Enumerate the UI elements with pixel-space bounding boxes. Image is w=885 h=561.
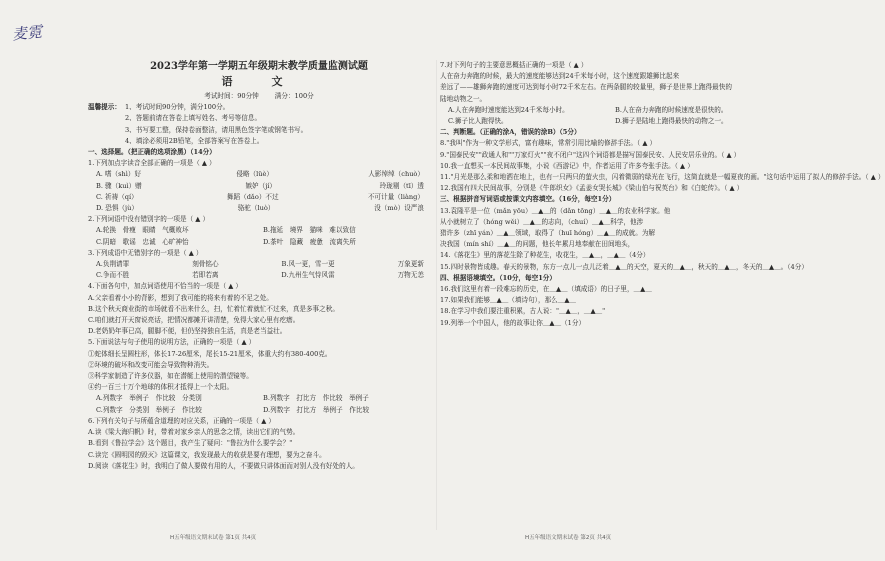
option: B.拖延 境界 猫咪 难以致信 [263,226,356,235]
context-item: 17.如果我们能够＿▲＿（填诗句），那么＿▲＿ [440,296,577,305]
page-footer: H五年级语文期末试卷 第1页 共4页 [170,535,257,541]
question: 15.四时景物皆成趣。春天的景物，东方一点儿一点儿泛着＿▲＿的天空，夏天的＿▲＿，秋天的＿▲＿，冬天的＿▲＿。（4分） [440,262,808,271]
exam-time: 考试时间：90分钟 [204,92,259,100]
option-row [440,116,782,127]
option: 骆驼（luò） [237,204,275,213]
exam-meta [88,91,430,102]
option: A.父亲看着小小的背影，想到了我可能的将来有着的不足之处。 [88,293,273,302]
left-page [88,60,430,530]
option: 若即若离 [192,271,219,280]
question: 7.对下列句子的主要意思概括正确的一项是（ ▲ ） [440,61,588,69]
option: 万象更新 [397,260,424,269]
judge-item: 8."我叫"作为一种文学形式，富有趣味，常常引用比喻的修辞手法。（ ▲ ） [440,139,657,148]
option: D.老奶奶年事已高，腿脚不便，但仍坚持独自生活，真是老当益壮。 [88,327,287,336]
judge-item: 10.我一直想买一本民间故事集，小说《西游记》中，作者运用了许多夸张手法。（ ▲ ） [440,161,694,170]
option: A.人在奔跑时速度能达到24千米每小时。 [448,105,569,114]
option: 侵略（lüè） [236,170,273,179]
option: C.阴暗 歌谣 忠诚 心旷神怡 [96,237,189,246]
fill-line: 猎许多（zhī yán）＿▲＿领域，取得了（huī hóng）＿▲＿的成就。为解 [440,229,656,238]
option: B.列数字 打比方 作比较 举例子 [263,394,369,403]
exam-subject: 语 文 [221,75,297,88]
option: D.九州生气恃风雷 [281,271,335,280]
section-heading: 二、判断题。（正确的涂A，错误的涂B）（5分） [440,128,581,137]
note-item: 4、填涂必须用2B铅笔，全部答案写在答卷上。 [124,136,264,145]
note-item: 2、答题前请在答卷上填写姓名、考号等信息。 [124,114,262,123]
section-heading: 三、根据拼音写词语或按课文内容填空。（16分，每空1分） [440,195,616,204]
exam-score: 满分：100分 [274,92,314,100]
option: 万物无恙 [397,271,424,280]
option: D.狮子是陆地上跑得最快的动物之一。 [615,117,728,126]
judge-item: 9."国泰民安""政通人和""万家灯火""夜不闭户"这四个词语都是描写国泰民安、人民安居乐业的。（ ▲ ） [440,150,741,159]
handwritten-name: 麦霓 [11,22,43,44]
option: D.茶叶 隐藏 疲惫 流离失所 [263,237,356,246]
option: C.狮子比人跑得快。 [448,117,508,126]
context-item: 18.在学习中我们要注重积累，古人说："＿▲＿，＿▲＿" [440,307,606,316]
fill-line: 从小就树立了（hóng wěi）＿▲＿的志向，（chuí）＿▲＿科学，他涉 [440,217,644,226]
option: A. 嗜（shì）好 [96,170,142,179]
option: B.这个秋天商业街的市场就看不出来什么，扫，忙着忙着就忙不过来，真是多事之秋。 [88,304,339,313]
option: B.看到《鲁拉学会》这个题目，我产生了疑问："鲁拉为什么要学会？" [88,439,293,448]
note-item: 3、书写要工整，保持卷面整洁，请用黑色签字笔或钢笔书写。 [124,125,308,134]
option-row [88,237,430,248]
option: B. 骤（kuì）赠 [96,181,142,190]
section-heading: 四、根据语境填空。（10分，每空1分） [440,273,556,282]
option: B.人在奋力奔跑的时候速度是很快的。 [615,105,728,114]
option: 不可计量（liàng） [367,192,424,201]
option: D.列数字 打比方 举例子 作比较 [263,405,370,414]
option: D.阅读《落花生》时，我明白了做人要做有用的人，不要做只讲体面而对别人没有好处的人。 [88,461,359,470]
question: 6.下列有关句子与所蕴含道理的对应关系，正确的一项是（ ▲ ） [88,416,275,425]
option: A.读《梁大海归帆》时，带着对家乡亲人的思念之情，读出它们的气势。 [88,428,300,437]
page-footer: H五年级语文期末试卷 第2页 共4页 [525,535,612,541]
fill-line: 决我国（mín shí）＿▲＿的问题，他长年累月地奉献在田间地头， [440,240,635,249]
option-row [88,169,430,180]
judge-item: 11."月光是那么柔和地洒在地上，也有一只两只的萤火虫，闪着微弱的绿光在飞行，这简直就是一幅夏夜的画。"这句话中运用了拟人的修辞手法。（ ▲ ） [440,173,885,182]
option: C. 祈祷（qí） [96,192,138,201]
exam-title: 2023学年第一学期五年级期末教学质量监测试题 [150,61,368,72]
passage-line: 人在奋力奔跑的时候，最大的速度能够达到24千米每小时，这个速度跟雄狮比起来 [440,72,680,81]
option: 刻骨铭心 [192,260,219,269]
right-page [440,60,885,530]
option-row [440,105,782,116]
option-row [88,259,430,270]
option: A.负荆请罪 [96,260,130,269]
passage-line: 差远了——雄狮奔跑的速度可达到每小时72千米左右。在两条腿的较量里，狮子是世界上跑得最快的 [440,83,732,92]
option-row [88,270,430,281]
option-row [88,203,430,214]
option: A.轮换 骨瘦 眼睛 气概败坏 [96,226,189,235]
judge-item: 12.我国有四大民间故事，分别是《牛郎织女》《孟姜女哭长城》《梁山伯与祝英台》和《白蛇传》。（ ▲ ） [440,184,744,193]
option-row [88,225,430,236]
context-item: 19.列举一个中国人，他的故事让你＿▲＿（1分） [440,318,586,327]
notes-label: 温馨提示： [88,103,121,112]
page-divider [436,60,437,530]
option: C.列数字 分类别 举例子 作比较 [96,405,202,414]
option: B.风一更，雪一更 [281,260,335,269]
question: 1.下列加点字读音全部正确的一项是（ ▲ ） [88,159,216,168]
option: C.争而不胜 [96,271,130,280]
question: 3.下列成语中无错别字的一项是（ ▲ ） [88,248,203,257]
fill-line: 13.袁隆平是一位（mǎn yōu）＿▲＿的（dǎn tōng）＿▲＿的农业科学家。他 [440,206,671,215]
question: 5.下面说法与句子使用的说明方法，正确的一项是（ ▲ ） [88,338,256,347]
note-item: 1、考试时间90分钟，满分100分。 [124,103,230,112]
section-heading: 一、选择题。（把正确的选项涂黑）（14分） [88,148,216,157]
passage-line: 陆地动物之一。 [440,94,487,103]
q5-item: ③科学家制造了许多仪器，如在潜艇上使用的潜望镜等。 [88,372,253,381]
option: D. 恐惧（jù） [96,204,138,213]
exam-notes [88,102,430,147]
option: C.读完《圆明园的毁灭》这篇课文，我发现最大的收获是要有理想，要为之奋斗。 [88,450,326,459]
q5-item: ②环境的破坏和改变可能会导致物种消失。 [88,360,214,369]
option-row [88,405,430,416]
q5-item: ①蛇体细长呈圆柱形，体长17-26厘米，尾长15-21厘米，体重大约有380-400克。 [88,349,332,358]
option-row [88,393,430,404]
option: 嫉妒（jí） [245,181,276,190]
option-row [88,192,430,203]
option: 玲珑剔（tī）透 [379,181,424,190]
context-item: 16.我们这里有着一段难忘的历史，在＿▲＿（填成语）的日子里，＿▲＿ [440,285,652,294]
option: C.咱们就打开天窗说亮话，把情况都摊开讲清楚，免得大家心里有疙瘩。 [88,316,300,325]
option: A.列数字 举例子 作比较 分类别 [96,394,202,403]
question: 2.下列词语中没有错别字的一项是（ ▲ ） [88,215,210,224]
question: 14.《落花生》里的落花生除了种花生，收花生，＿▲＿，＿▲＿（4分） [440,251,650,260]
option: 没（mò）设严浪 [374,204,424,213]
question: 4.下面各句中，加点词语使用不恰当的一项是（ ▲ ） [88,282,243,291]
option: 人影绰绰（chuò） [368,170,424,179]
option: 舞蹈（dǎo）不过 [226,192,279,201]
option-row [88,181,430,192]
q5-item: ④约一百三十万个地球的体积才抵得上一个太阳。 [88,383,234,392]
